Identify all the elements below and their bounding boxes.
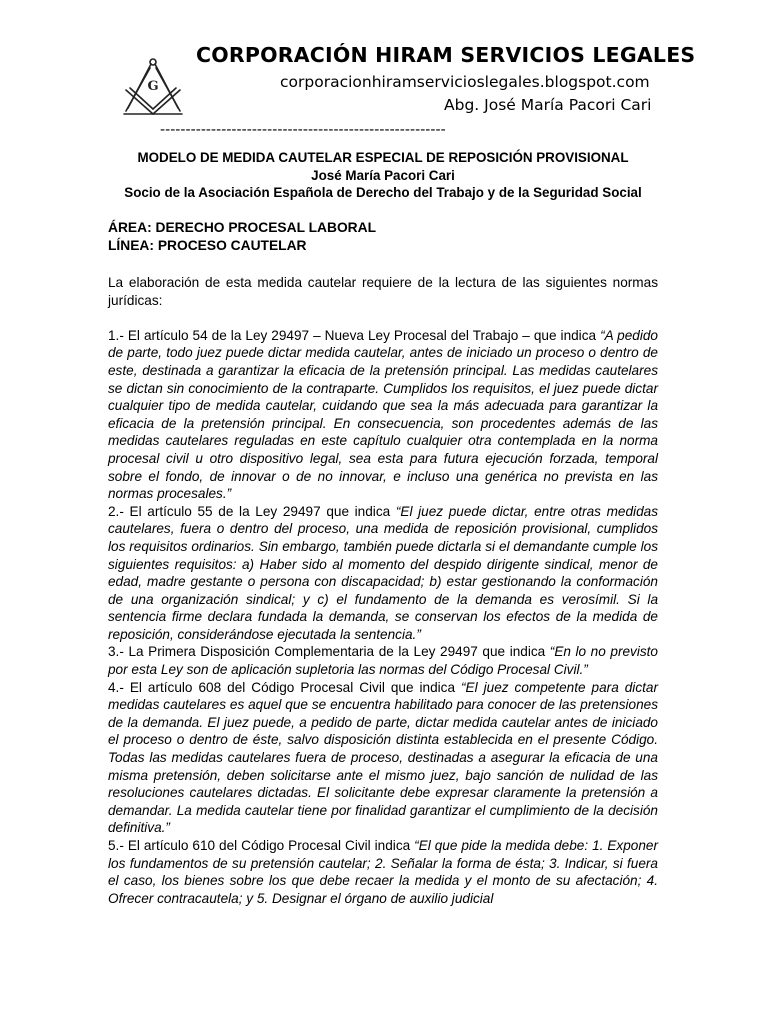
norm-item <box>108 837 658 907</box>
area-label: ÁREA: DERECHO PROCESAL LABORAL <box>108 220 377 235</box>
norm-lead: 4.- El artículo 608 del Código Procesal Civil que indica <box>108 679 462 695</box>
intro-paragraph: La elaboración de esta medida cautelar requiere de la lectura de las siguientes normas jurídicas: <box>108 275 658 308</box>
document-author: José María Pacori Cari <box>311 167 455 183</box>
letterhead-author: Abg. José María Pacori Cari <box>444 96 652 114</box>
norm-lead: 5.- El artículo 610 del Código Procesal Civil indica <box>108 838 415 853</box>
svg-text:G: G <box>147 79 159 94</box>
blog-url: corporacionhiramservicioslegales.blogspot.com <box>280 73 650 91</box>
norm-quote: “En lo no previsto por esta Ley son de aplicación supletoria las normas del Código Procesal Civil.” <box>108 644 658 678</box>
letterhead <box>0 0 768 140</box>
square-and-compass-icon <box>120 56 186 118</box>
document-title: MODELO DE MEDIDA CAUTELAR ESPECIAL DE REPOSICIÓN PROVISIONAL <box>137 150 629 165</box>
line-label: LÍNEA: PROCESO CAUTELAR <box>108 237 307 253</box>
norm-lead: 2.- El artículo 55 de la Ley 29497 que indica <box>108 503 396 519</box>
document-titles <box>108 149 658 202</box>
norm-quote: “El juez competente para dictar medidas cautelares es aquel que se encuentra habilitado para conocer de las pretensiones de la demanda. El juez puede, a pedido de parte, dictar medida cautelar antes de iniciado el proceso o dentro de éste, salvo disposición distinta establecida en el presente Código. Todas las medidas cautelares fuera de proceso, destinadas a asegurar la eficacia de una misma pretensión, deben solicitarse ante el mismo juez, bajo sanción de nulidad de las resoluciones cautelares dictadas. El solicitante debe expresar claramente la pretensión a demandar. La medida cautelar tiene por finalidad garantizar el cumplimiento de la decisión definitiva.” <box>108 679 658 836</box>
header-separator: -------------------------------------------------------- <box>160 122 446 138</box>
classification <box>108 219 376 254</box>
norm-quote: “El juez puede dictar, entre otras medidas cautelares, fuera o dentro del proceso, una medida de reposición provisional, cumplidos los requisitos ordinarios. Sin embargo, también puede dictarla si el demandante cumple los siguientes requisitos: a) Haber sido al momento del despido dirigente sindical, menor de edad, madre gestante o persona con discapacidad; b) estar gestionando la conformación de una organización sindical; y c) el fundamento de la demanda es verosímil. Si la sentencia firme declara fundada la demanda, se conservan los efectos de la medida de reposición, considerándose ejecutada la sentencia.” <box>108 503 658 642</box>
norm-lead: 1.- El artículo 54 de la Ley 29497 – Nueva Ley Procesal del Trabajo – que indica <box>108 327 601 343</box>
norm-item <box>108 327 658 503</box>
norm-item <box>108 503 658 644</box>
firm-name: CORPORACIÓN HIRAM SERVICIOS LEGALES <box>196 43 696 67</box>
norm-item <box>108 679 658 837</box>
norm-lead: 3.- La Primera Disposición Complementaria de la Ley 29497 que indica <box>108 644 550 660</box>
document-body <box>108 274 658 907</box>
norm-quote: “El que pide la medida debe: 1. Exponer los fundamentos de su pretensión cautelar; 2. Señalar la forma de ésta; 3. Indicar, si fuera el caso, los bienes sobre los que debe recaer la medida y el monto de su afectación; 4. Ofrecer contracautela; y 5. Designar el órgano de auxilio judicial <box>108 838 658 906</box>
author-affiliation: Socio de la Asociación Española de Derecho del Trabajo y de la Seguridad Social <box>124 185 642 200</box>
norm-quote: “A pedido de parte, todo juez puede dictar medida cautelar, antes de iniciado un proceso o dentro de este, destinada a garantizar la eficacia de la pretensión principal. Las medidas cautelares se dictan sin conocimiento de la contraparte. Cumplidos los requisitos, el juez puede dictar cualquier tipo de medida cautelar, cuidando que sea la más adecuada para garantizar la eficacia de la pretensión principal. En consecuencia, son procedentes además de las medidas cautelares reguladas en este capítulo cualquier otra contemplada en la norma procesal civil u otro dispositivo legal, sea esta para futura ejecución forzada, temporal sobre el fondo, de innovar o de no innovar, e incluso una genérica no prevista en las normas procesales.” <box>108 327 658 502</box>
norm-item <box>108 643 658 678</box>
